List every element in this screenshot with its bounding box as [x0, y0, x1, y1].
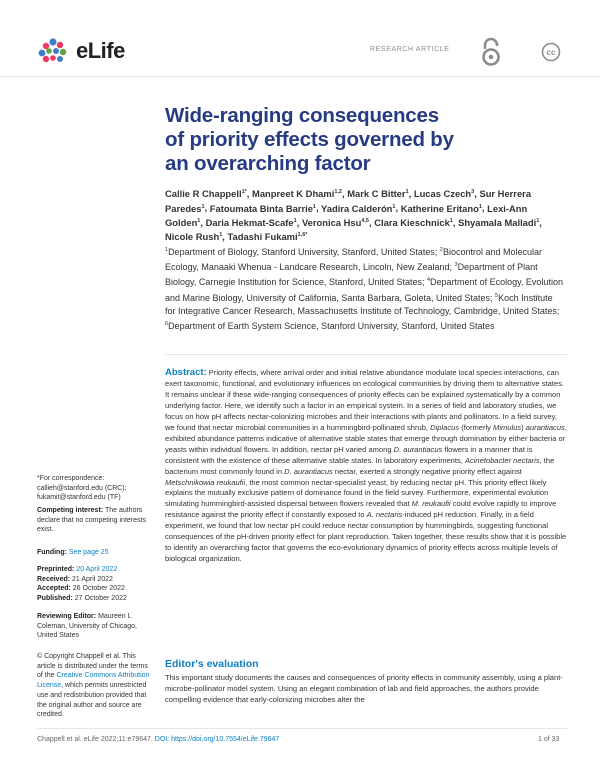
accepted-date: Accepted: 26 October 2022	[37, 585, 125, 593]
affiliation-item: Department of Ecology, Evolution and Marine Biology, University of California, Santa Barbara, Goleta, United States;	[165, 277, 563, 303]
dates	[37, 565, 155, 604]
author-name[interactable]: Callie R Chappell$^{1*}$	[165, 188, 247, 200]
svg-text:cc: cc	[546, 48, 556, 57]
elife-wordmark: eLife	[76, 38, 125, 63]
open-access-icon	[479, 37, 503, 72]
author-name[interactable]: Yadira Calderón$^1$	[321, 202, 396, 214]
elife-logo[interactable]	[37, 36, 125, 66]
editors-evaluation-text: This important study documents the causes and consequences of priority effects in community assembly, using a plant-microbe-pollinator model system. Using an elegant combination of lab and field approaches, the authors provide compelling evidence that early-colonizing microbes alter the	[165, 673, 563, 704]
author-name[interactable]: Lucas Czech$^3$	[413, 188, 475, 200]
affiliation-item: Department of Plant Biology, Carnegie Institution for Science, Stanford, United States;	[165, 262, 538, 288]
affiliation-item: Department of Earth System Science, Stanford University, Stanford, United States	[168, 321, 495, 332]
correspondence-email-1[interactable]: callieh@stanford.edu (CRC);	[37, 484, 127, 492]
funding: Funding: See page 25	[37, 549, 109, 556]
affiliation-item: Koch Institute for Integrative Cancer Research, Massachusetts Institute of Technology, Cambridge, United States;	[165, 292, 560, 316]
author-list: Callie R Chappell$^{1*}$, Manpreet K Dhami$^{1,2}$, Mark C Bitter$^1$, Lucas Czech$^3$, Sur Herrera Paredes$^1$, Fatoumata Binta Barrie$^1$, Yadira Calderón$^1$, Katherine Eritano$^1$, Lexi-Ann Golden$^1$, Daria Hekmat-Scafe$^1$, Veronica Hsu$^{4,5}$, Clara Kieschnick$^1$, Shyamala Malladi$^1$, Nicole Rush$^1$, Tadashi Fukami$^{1,6*}$	[165, 188, 542, 243]
article-title: Wide-ranging consequences of priority effects governed by an overarching factor	[165, 104, 454, 175]
competing-interest: Competing interest: The authors declare that no competing interests exist.	[37, 507, 146, 534]
author-name[interactable]: Daria Hekmat-Scafe$^1$	[205, 216, 297, 228]
funding-link[interactable]: See page 25	[68, 549, 109, 556]
preprinted-date: Preprinted: 20 April 2022	[37, 566, 118, 573]
copyright-notice: © Copyright Chappell et al. This article is distributed under the terms of the Creative Commons Attribution License, which permits unrestricted use and redistribution provided that the original author and source are credited.	[37, 653, 150, 719]
affiliation-item: Department of Biology, Stanford University, Stanford, United States;	[168, 247, 440, 257]
author-name[interactable]: Clara Kieschnick$^1$	[374, 216, 453, 228]
doi-link[interactable]: DOI: https://doi.org/10.7554/eLife.79647	[154, 736, 280, 743]
reviewing-editor: Reviewing Editor: Maureen L Coleman, University of Chicago, United States	[37, 613, 137, 640]
author-name[interactable]: Sur Herrera Paredes$^1$	[165, 188, 532, 214]
footer-citation: Chappell et al. eLife 2022;11:e79647. DOI: https://doi.org/10.7554/eLife.79647	[37, 736, 280, 743]
received-date: Received: 21 April 2022	[37, 575, 113, 583]
correspondence	[37, 474, 155, 503]
affiliation-item: Biocontrol and Molecular Ecology, Manaaki Whenua - Landcare Research, Lincoln, New Zealand;	[165, 247, 542, 273]
article-type-label: RESEARCH ARTICLE	[370, 46, 450, 53]
author-name[interactable]: Fatoumata Binta Barrie$^1$	[209, 202, 316, 214]
correspondence-email-2[interactable]: fukamit@stanford.edu (TF)	[37, 494, 121, 502]
author-name[interactable]: Tadashi Fukami$^{1,6*}$	[227, 231, 308, 243]
author-name[interactable]: Manpreet K Dhami$^{1,2}$	[252, 188, 342, 200]
abstract: Abstract: Priority effects, where arrival order and initial relative abundance modulate local species interactions, can exert taxonomic, functional, and evolutionary influences on ecological communities by driving them to alternative states. It remains unclear if these wide-ranging consequences of priority effects can be explained systematically by a common underlying factor. Here, we identify such a factor in an empirical system. In a series of field and laboratory studies, we focus on how pH affects nectar-colonizing microbes and their interactions with plants and pollinators. In a field survey, we found that nectar microbial communities in a hummingbird-pollinated shrub, Diplacus (formerly Mimulus) aurantiacus, exhibited abundance patterns indicative of alternative stable states that emerge through domination by either bacteria or yeasts within individual flowers. In addition, nectar pH varied among D. aurantiacus flowers in a manner that is consistent with the existence of these alternative stable states. In laboratory experiments, Acinetobacter nectaris, the bacterium most commonly found in D. aurantiacus nectar, exerted a strongly negative priority effect against Metschnikowia reukaufii, the most common nectar-specialist yeast, by reducing nectar pH. This priority effect likely explains the mutually exclusive pattern of dominance found in the field survey. Furthermore, experimental evolution simulating hummingbird-assisted dispersal between flowers revealed that M. reukaufii could evolve rapidly to improve resistance against the priority effect if constantly exposed to A. nectaris-induced pH reduction. Finally, in a field experiment, we found that low nectar pH could reduce nectar consumption by hummingbirds, suggesting functional consequences of the pH-driven priority effect for plant reproduction. Taken together, these results show that it is possible to identify an overarching factor that governs the eco-evolutionary dynamics of priority effects across multiple levels of biological organization.	[165, 367, 567, 564]
affiliation-divider	[165, 354, 567, 355]
author-name[interactable]: Shyamala Malladi$^1$	[458, 216, 540, 228]
author-name[interactable]: Nicole Rush$^1$	[165, 231, 223, 243]
editors-evaluation-heading: Editor's evaluation	[165, 658, 259, 670]
author-name[interactable]: Veronica Hsu$^{4,5}$	[301, 216, 369, 228]
elife-logo-icon	[37, 36, 73, 66]
page-number: 1 of 33	[538, 736, 560, 743]
correspondence-label: *For correspondence:	[37, 475, 105, 482]
author-name[interactable]: Mark C Bitter$^1$	[347, 188, 409, 200]
abstract-label: Abstract:	[165, 367, 207, 378]
creative-commons-icon	[541, 42, 561, 67]
license-link[interactable]: Creative Commons Attribution License	[37, 672, 150, 690]
affiliations: $^1$Department of Biology, Stanford University, Stanford, United States; $^2$Biocontrol and Molecular Ecology, Manaaki Whenua - Landcare Research, Lincoln, New Zealand; $^3$Department of Plant Biology, Carnegie Institution for Science, Stanford, United States; $^4$Department of Ecology, Evolution and Marine Biology, University of California, Santa Barbara, Goleta, United States; $^5$Koch Institute for Integrative Cancer Research, Massachusetts Institute of Technology, Cambridge, United States; $^6$Department of Earth System Science, Stanford University, Stanford, United States	[165, 247, 563, 332]
published-date: Published: 27 October 2022	[37, 595, 127, 603]
author-name[interactable]: Lexi-Ann Golden$^1$	[165, 202, 528, 228]
footer-divider	[37, 728, 567, 729]
header-divider	[0, 76, 600, 77]
author-name[interactable]: Katherine Eritano$^1$	[400, 202, 482, 214]
